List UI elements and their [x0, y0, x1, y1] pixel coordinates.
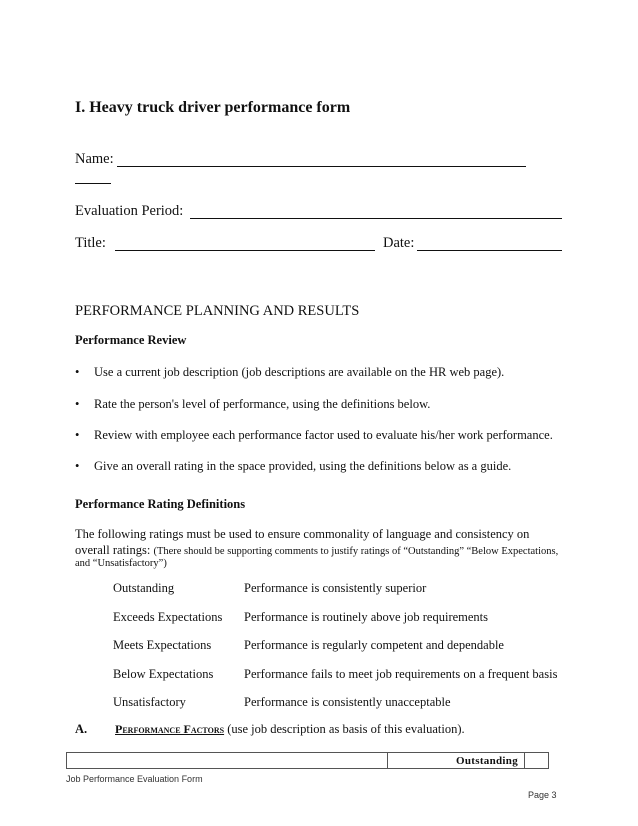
rating-intro-note: (There should be supporting comments to justify ratings of “Outstanding” “Below Expectations, — [153, 546, 559, 557]
list-item — [75, 459, 511, 474]
list-item — [75, 365, 504, 380]
bullet-icon: • — [75, 459, 80, 473]
rating-name: Unsatisfactory — [113, 695, 186, 709]
document-title: I. Heavy truck driver performance form — [75, 99, 351, 116]
performance-factors-letter: A. — [75, 722, 88, 736]
table-header-outstanding: Outstanding — [456, 755, 518, 767]
rating-description: Performance fails to meet job requirements on a frequent basis — [244, 667, 558, 681]
performance-review-heading: Performance Review — [75, 333, 187, 347]
evaluation-period-field-line[interactable] — [190, 203, 562, 219]
footer-form-name: Job Performance Evaluation Form — [66, 774, 203, 784]
list-item-text: Give an overall rating in the space provided, using the definitions below as a guide. — [94, 459, 512, 473]
rating-intro-note-continued: and “Unsatisfactory”) — [75, 558, 167, 569]
bullet-icon: • — [75, 397, 80, 411]
name-field-line[interactable] — [117, 151, 526, 167]
title-label: Title: — [75, 235, 106, 251]
rating-name: Meets Expectations — [113, 638, 212, 652]
rating-intro-text — [75, 543, 558, 558]
date-label: Date: — [383, 235, 415, 251]
rating-description: Performance is consistently superior — [244, 581, 427, 595]
list-item — [75, 397, 430, 412]
bullet-icon: • — [75, 365, 80, 379]
rating-name: Below Expectations — [113, 667, 214, 681]
rating-definitions-heading: Performance Rating Definitions — [75, 497, 246, 511]
list-item — [75, 428, 553, 443]
rating-description: Performance is routinely above job requirements — [244, 610, 489, 624]
evaluation-period-label: Evaluation Period: — [75, 203, 184, 219]
name-label: Name: — [75, 151, 114, 167]
footer-page-number: Page 3 — [528, 790, 557, 800]
rating-checkbox[interactable] — [524, 752, 549, 769]
rating-description: Performance is consistently unacceptable — [244, 695, 451, 709]
performance-factors-note: (use job description as basis of this evaluation). — [224, 722, 465, 736]
bullet-icon: • — [75, 428, 80, 442]
title-field-line[interactable] — [115, 235, 375, 251]
rating-description: Performance is regularly competent and dependable — [244, 638, 504, 652]
rating-name: Outstanding — [113, 581, 175, 595]
performance-factors-label: Performance Factors — [115, 722, 225, 736]
rating-intro-text: The following ratings must be used to ensure commonality of language and consistency on — [75, 527, 530, 541]
list-item-text: Use a current job description (job descriptions are available on the HR web page). — [94, 365, 505, 379]
factor-table-cell — [66, 752, 388, 769]
section-heading: PERFORMANCE PLANNING AND RESULTS — [75, 303, 360, 319]
list-item-text: Review with employee each performance factor used to evaluate his/her work performance. — [94, 428, 553, 442]
date-field-line[interactable] — [417, 235, 562, 251]
rating-name: Exceeds Expectations — [113, 610, 223, 624]
rating-intro-main: overall ratings: — [75, 543, 154, 557]
name-field-line-continued[interactable] — [75, 170, 111, 184]
list-item-text: Rate the person's level of performance, using the definitions below. — [94, 397, 431, 411]
performance-factors-heading — [115, 722, 465, 737]
